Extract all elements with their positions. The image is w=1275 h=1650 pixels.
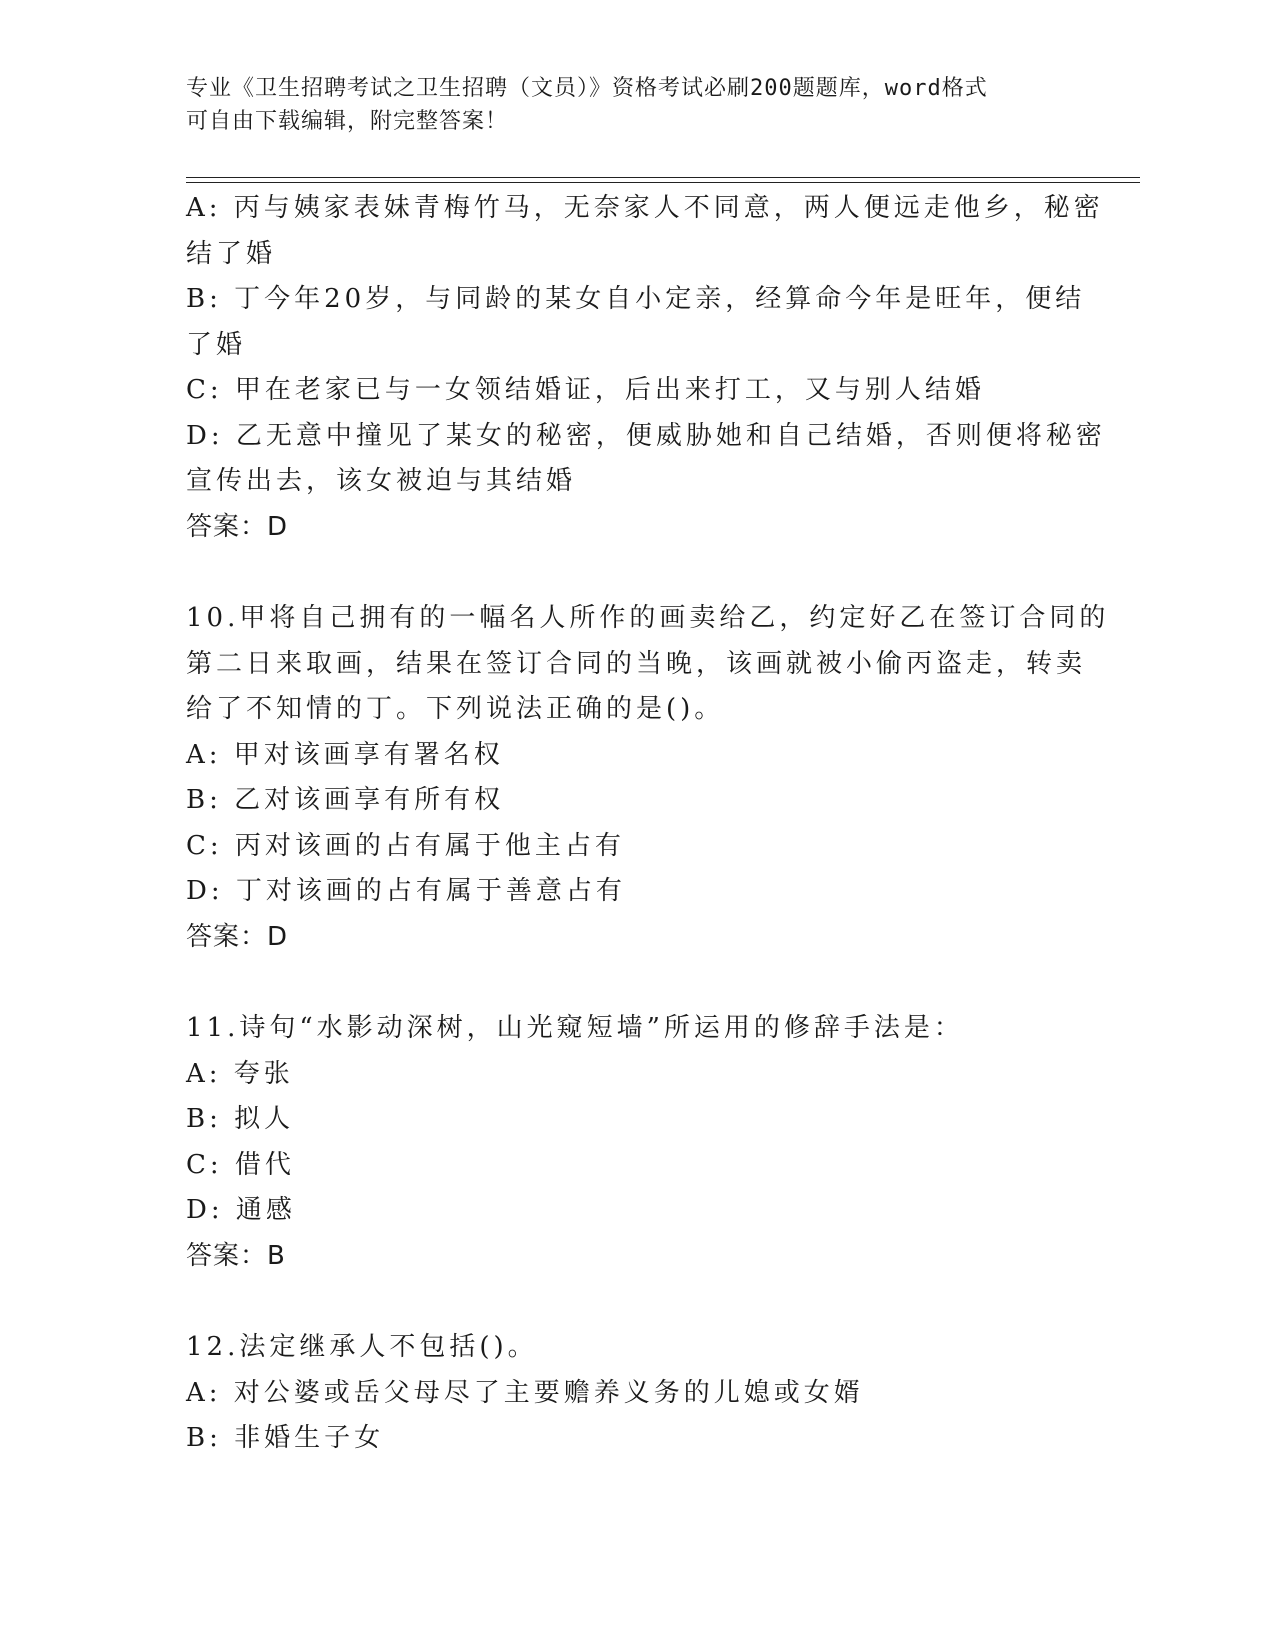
spacer [186,550,1086,596]
question-9-options [186,186,1106,550]
header-title-line-2: 可自由下载编辑，附完整答案！ [186,109,509,134]
spacer [186,1279,1086,1325]
q10-option-b: B: 乙对该画享有所有权 [186,785,505,815]
question-12 [186,1325,1086,1462]
q11-stem: 11.诗句“水影动深树，山光窥短墙”所运用的修辞手法是： [186,1013,964,1043]
q11-option-c: C: 借代 [186,1149,295,1180]
q11-option-d: D: 通感 [186,1195,296,1225]
q10-answer: 答案：D [186,921,289,952]
q9-option-a-line-1: A: 丙与姨家表妹青梅竹马，无奈家人不同意，两人便远走他乡，秘密 [186,193,1104,223]
document-body [186,186,1110,1462]
q10-option-c: C: 丙对该画的占有属于他主占有 [186,830,625,861]
q11-option-a: A: 夸张 [186,1058,294,1089]
q11-option-b: B: 拟人 [186,1104,295,1134]
q10-stem-line-1: 10.甲将自己拥有的一幅名人所作的画卖给乙，约定好乙在签订合同的 [186,603,1110,633]
q9-option-b-line-2: 了婚 [186,329,247,360]
header-divider-bottom [186,182,1140,183]
q12-option-b: B: 非婚生子女 [186,1423,385,1453]
q9-option-b-line-1: B: 丁今年20岁，与同龄的某女自小定亲，经算命今年是旺年，便结 [186,284,1086,314]
q9-option-d-line-2: 宣传出去，该女被迫与其结婚 [186,466,577,496]
q9-answer: 答案：D [186,511,289,542]
q11-answer: 答案：B [186,1240,286,1271]
q10-option-a: A: 甲对该画享有署名权 [186,739,504,770]
question-11 [186,1006,1086,1279]
question-10 [186,596,1110,960]
spacer [186,960,1086,1006]
document-header [186,72,1066,138]
q12-option-a: A: 对公婆或岳父母尽了主要赡养义务的儿媳或女婿 [186,1377,864,1408]
q10-stem-line-2: 第二日来取画，结果在签订合同的当晚，该画就被小偷丙盗走，转卖 [186,648,1087,679]
q12-stem: 12.法定继承人不包括()。 [186,1332,538,1362]
header-title-line-1: 专业《卫生招聘考试之卫生招聘（文员）》资格考试必刷200题题库，word格式 [186,76,988,101]
q9-option-d-line-1: D: 乙无意中撞见了某女的秘密，便威胁她和自己结婚，否则便将秘密 [186,420,1106,451]
header-divider-top [186,177,1140,178]
q10-stem-line-3: 给了不知情的丁。下列说法正确的是()。 [186,694,725,724]
q9-option-c: C: 甲在老家已与一女领结婚证，后出来打工，又与别人结婚 [186,375,985,405]
q10-option-d: D: 丁对该画的占有属于善意占有 [186,876,626,906]
q9-option-a-line-2: 结了婚 [186,238,277,269]
